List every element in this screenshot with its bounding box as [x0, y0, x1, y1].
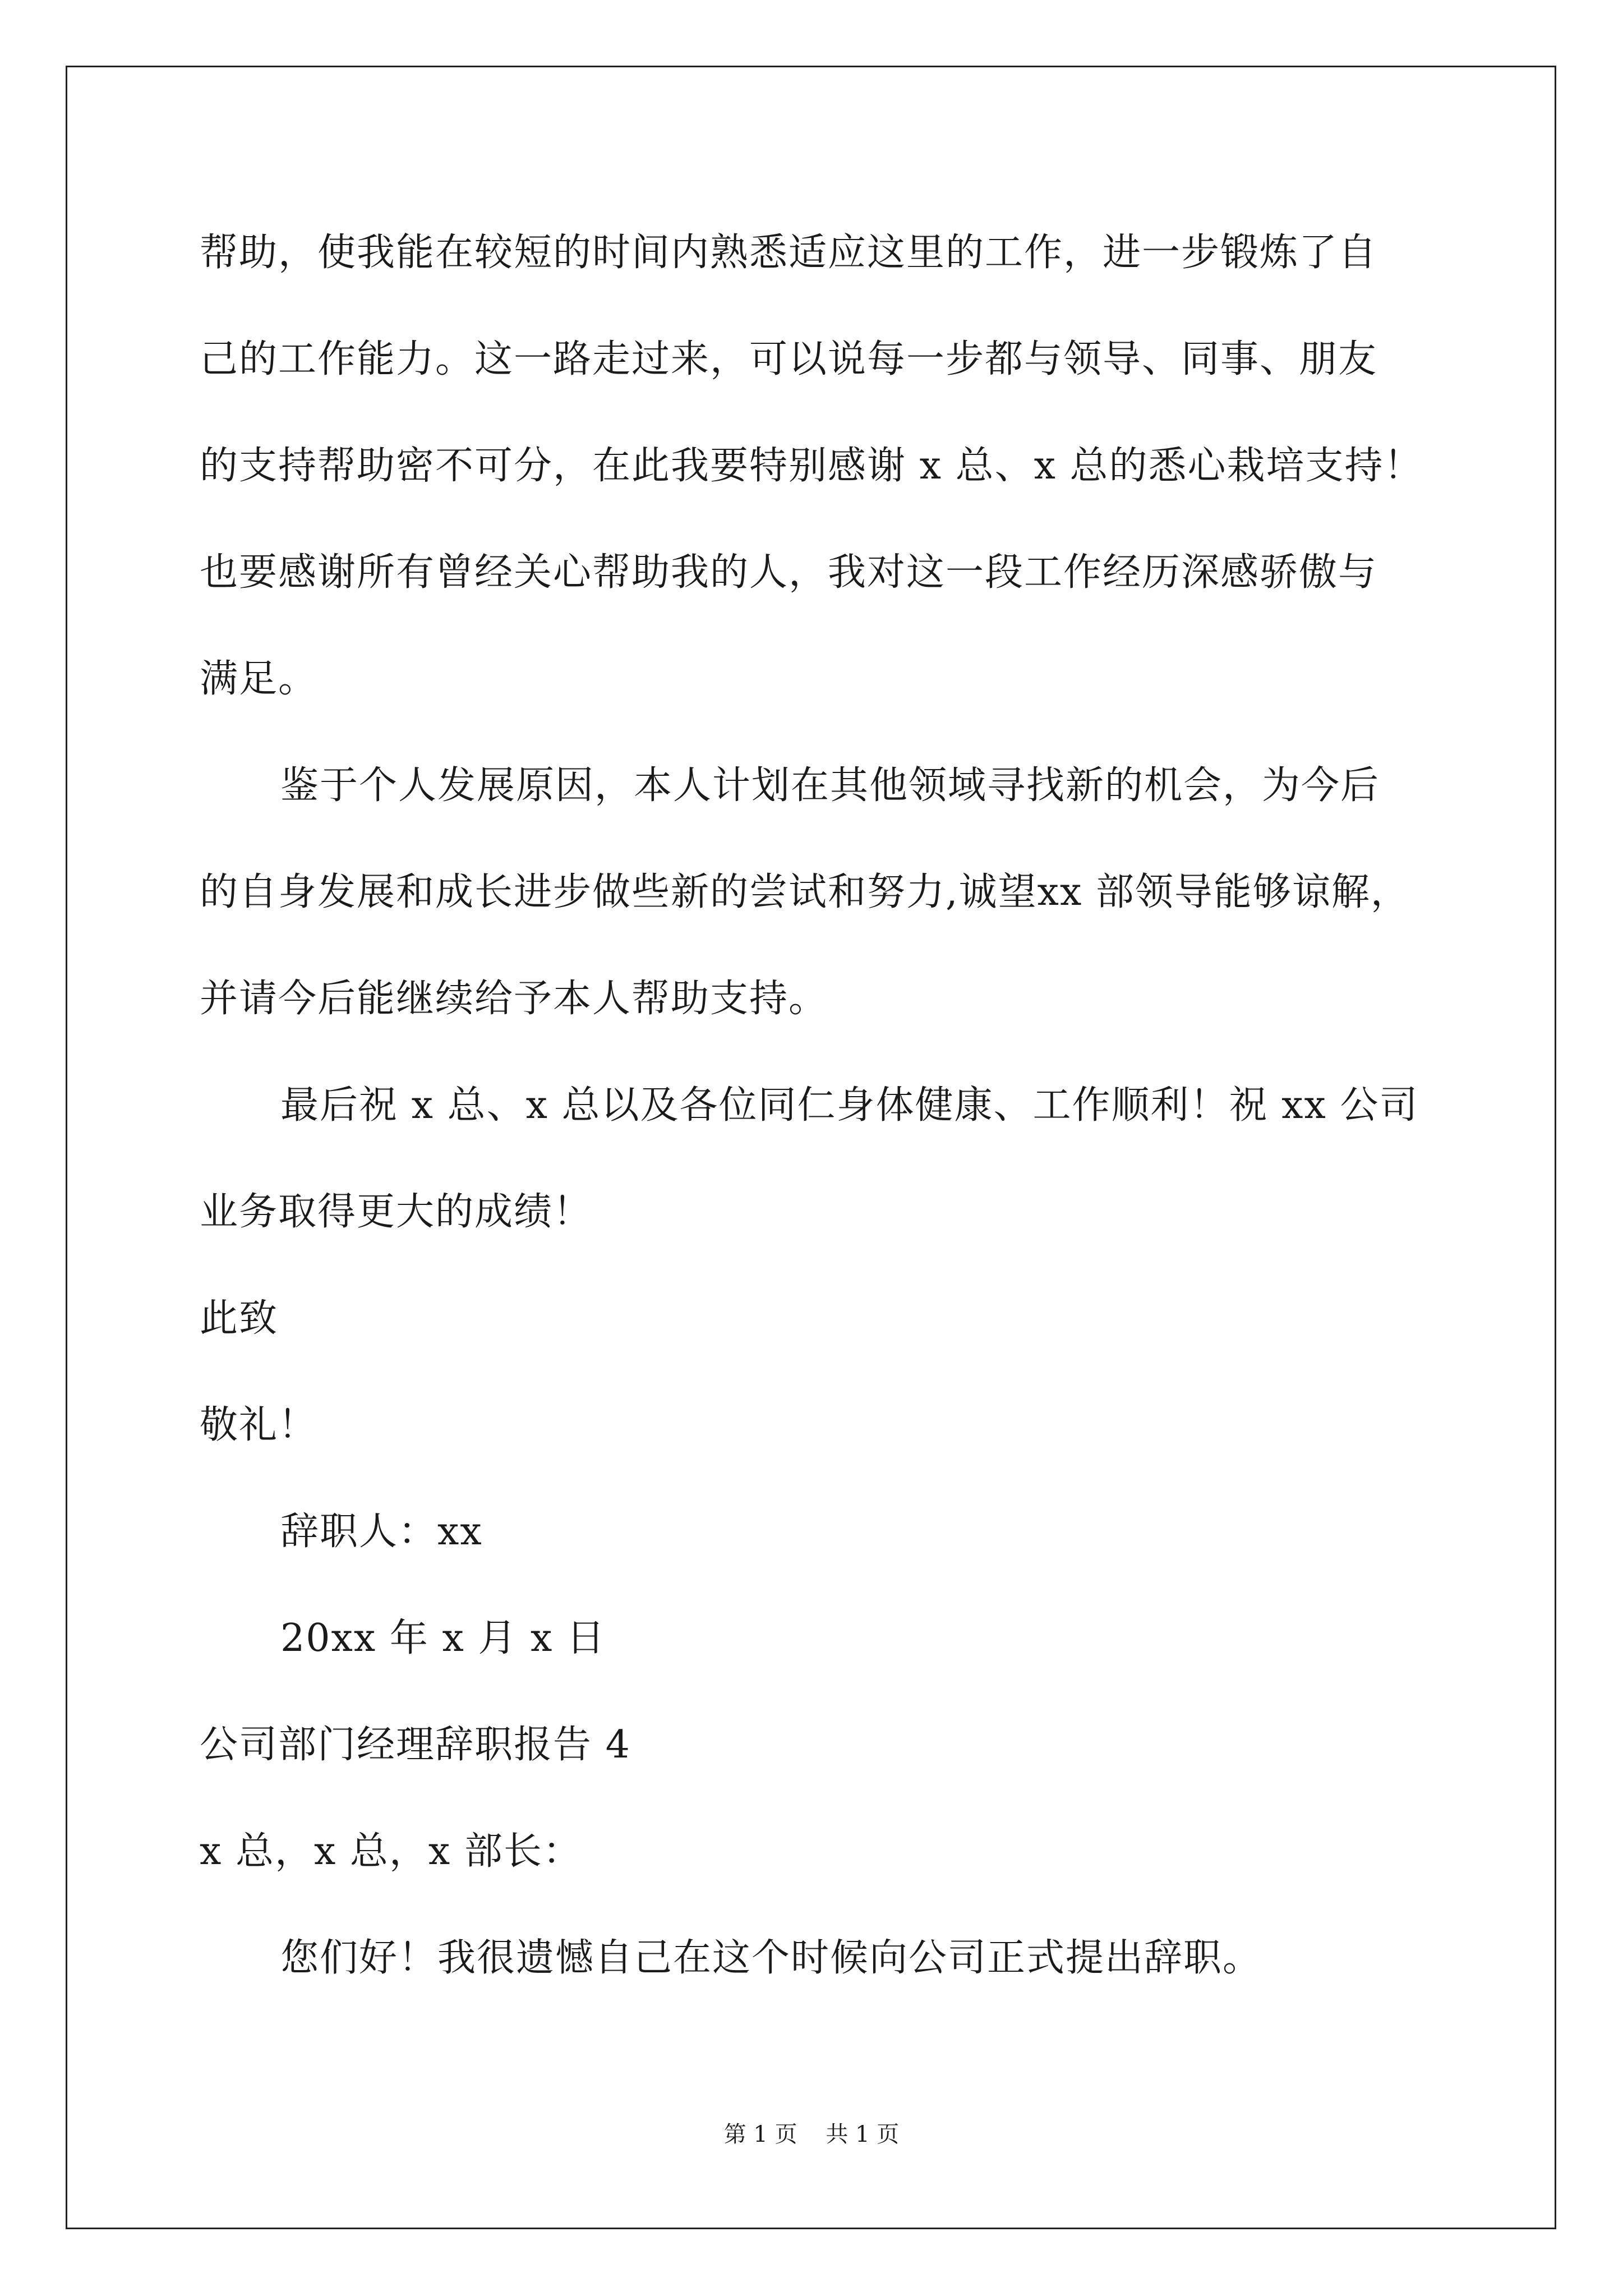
paragraph-line: 的自身发展和成长进步做些新的尝试和努力,诚望xx 部领导能够谅解， — [200, 870, 1410, 914]
section-title: 公司部门经理辞职报告 4 — [200, 1723, 631, 1767]
signature-line: 辞职人：xx — [280, 1510, 483, 1554]
closing-line: 此致 — [200, 1296, 279, 1341]
salutation-line: 敬礼！ — [200, 1403, 318, 1447]
paragraph-line: 的支持帮助密不可分，在此我要特别感谢 x 总、x 总的悉心栽培支持！ — [200, 444, 1423, 488]
date-line: 20xx 年 x 月 x 日 — [280, 1616, 606, 1660]
page-border — [66, 66, 1556, 2229]
paragraph-line: 最后祝 x 总、x 总以及各位同仁身体健康、工作顺利！祝 xx 公司 — [280, 1083, 1419, 1128]
page-number-footer: 第 1 页 共 1 页 — [723, 2122, 900, 2147]
paragraph-line: 满足。 — [200, 657, 318, 701]
paragraph-line: 帮助，使我能在较短的时间内熟悉适应这里的工作，进一步锻炼了自 — [200, 231, 1378, 275]
addressee-line: x 总，x 总，x 部长： — [200, 1829, 582, 1874]
paragraph-line: 并请今后能继续给予本人帮助支持。 — [200, 977, 828, 1021]
paragraph-line: 业务取得更大的成绩！ — [200, 1190, 593, 1234]
paragraph-line: 己的工作能力。这一路走过来，可以说每一步都与领导、同事、朋友 — [200, 337, 1378, 381]
paragraph-line: 您们好！我很遗憾自己在这个时候向公司正式提出辞职。 — [280, 1936, 1262, 1980]
paragraph-line: 也要感谢所有曾经关心帮助我的人，我对这一段工作经历深感骄傲与 — [200, 550, 1378, 595]
paragraph-line: 鉴于个人发展原因，本人计划在其他领域寻找新的机会，为今后 — [280, 763, 1380, 808]
